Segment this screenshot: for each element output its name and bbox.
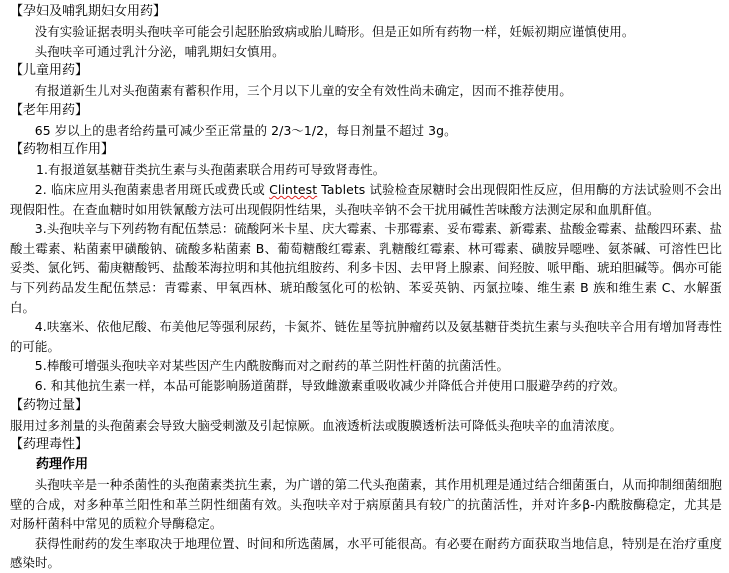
paragraph xyxy=(10,180,722,219)
subheading-pharmacology: 药理作用 xyxy=(36,457,89,473)
section-heading-overdose: 【药物过量】 xyxy=(10,397,89,413)
paragraph: 没有实验证据表明头孢呋辛可能会引起胚胎致病或胎儿畸形。但是正如所有药物一样，妊娠初期应谨慎使用。 xyxy=(34,24,635,39)
paragraph: 4.呋塞米、依他尼酸、布美他尼等强利尿药，卡氮芥、链佐星等抗肿瘤药以及氨基糖苷类抗生素与头孢呋辛合用有增加肾毒性的可能。 xyxy=(10,319,722,354)
paragraph: 服用过多剂量的头孢菌素会导致大脑受刺激及引起惊厥。血液透析法或腹膜透析法可降低头孢呋辛的血清浓度。 xyxy=(10,417,623,433)
paragraph: 1.有报道氨基糖苷类抗生素与头孢菌素联合用药可导致肾毒性。 xyxy=(36,162,386,178)
paragraph: 65 岁以上的患者给药量可减少至正常量的 2/3～1/2，每日剂量不超过 3g。 xyxy=(34,122,457,138)
package-insert-document xyxy=(10,2,722,573)
paragraph: 3.头孢呋辛与下列药物有配伍禁忌：硫酸阿米卡星、庆大霉素、卡那霉素、妥布霉素、新霉素、盐酸金霉素、盐酸四环素、盐酸土霉素、粘菌素甲磺酸钠、硫酸多粘菌素 B、葡萄糖酸红霉素、乳糖酸红霉素、林可霉素、磺胺异噁唑、氨茶碱、可溶性巴比妥类、氯化钙、葡庚糖酸钙、盐酸苯海拉明和其他抗组胺药、利多卡因、去甲肾上腺素、间羟胺、哌甲酯、琥珀胆碱等。偶亦可能与下列药品发生配伍禁忌：青霉素、甲氧西林、琥珀酸氢化可的松钠、苯妥英钠、丙氯拉嗪、维生素 B 族和维生素 C、水解蛋白。 xyxy=(10,221,722,315)
paragraph: 头孢呋辛是一种杀菌性的头孢菌素类抗生素，为广谱的第二代头孢菌素，其作用机理是通过结合细菌蛋白，从而抑制细菌细胞壁的合成，对多种革兰阳性和革兰阴性细菌有效。头孢呋辛对于病原菌具有较广的抗菌活性，并对许多β-内酰胺酶稳定，尤其是对肠杆菌科中常见的质粒介导酶稳定。 xyxy=(10,477,722,532)
text-run: 2. 临床应用头孢菌素患者用斑氏或费氏或 xyxy=(34,181,270,197)
paragraph: 获得性耐药的发生率取决于地理位置、时间和所选菌属，水平可能很高。有必要在耐药方面获取当地信息，特别是在治疗重度感染时。 xyxy=(10,535,722,571)
section-heading-elderly: 【老年用药】 xyxy=(10,102,89,118)
spellcheck-underlined-word: Clintest xyxy=(269,181,318,197)
paragraph: 5.棒酸可增强头孢呋辛对某些因产生内酰胺酶而对之耐药的革兰阴性杆菌的抗菌活性。 xyxy=(34,358,509,374)
section-heading-children: 【儿童用药】 xyxy=(10,63,89,79)
section-heading-pregnancy: 【孕妇及哺乳期妇女用药】 xyxy=(10,4,167,19)
paragraph: 有报道新生儿对头孢菌素有蓄积作用，三个月以下儿童的安全有效性尚未确定，因而不推荐使用。 xyxy=(34,83,572,99)
paragraph: 6. 和其他抗生素一样，本品可能影响肠道菌群，导致雌激素重吸收减少并降低合并使用口服避孕药的疗效。 xyxy=(34,377,626,393)
section-heading-toxicology: 【药理毒性】 xyxy=(10,437,89,453)
paragraph: 头孢呋辛可通过乳汁分泌，哺乳期妇女慎用。 xyxy=(34,43,285,59)
section-heading-interactions: 【药物相互作用】 xyxy=(10,142,115,158)
text-run: Tablets 试验检查尿糖时会出现假阳性反应，但用酶的方法试验则不会出现假阳性。在查血糖时如用铁氰酸方法可出现假阴性结果，头孢呋辛钠不会干扰用碱性苦味酸方法测定尿和血肌酐值。 xyxy=(10,181,722,217)
